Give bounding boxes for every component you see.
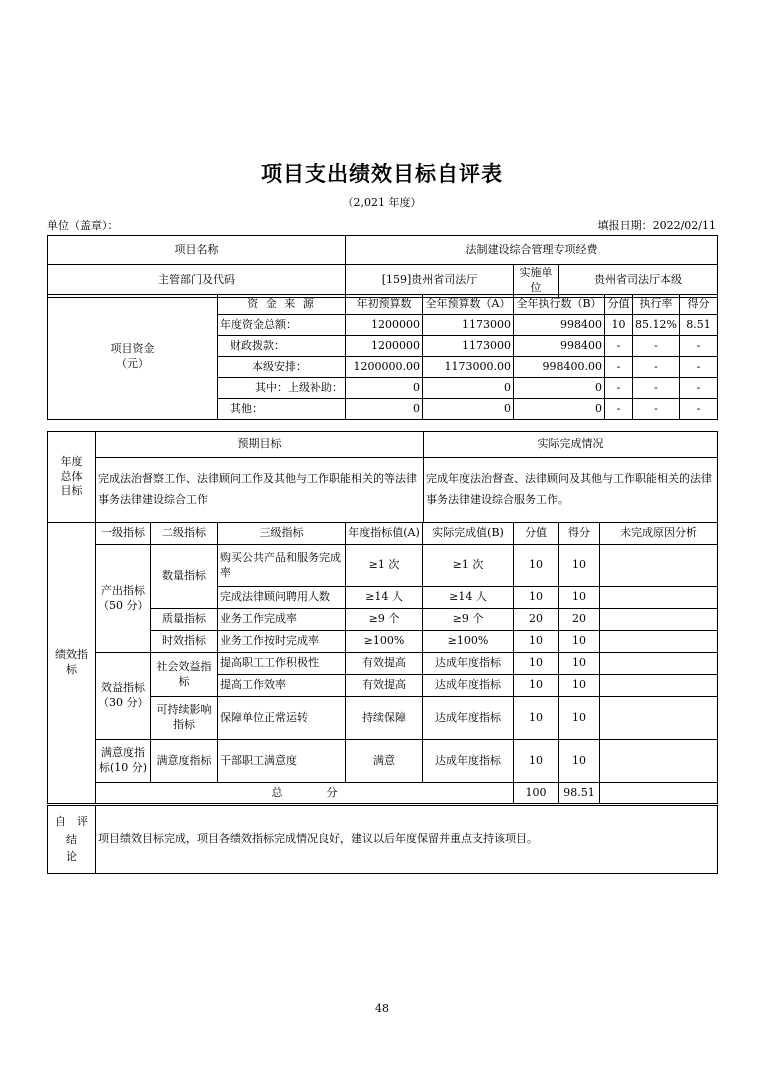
dept-label: 主管部门及代码	[48, 265, 346, 298]
expected-goal-label: 预期目标	[96, 432, 424, 458]
conclusion-table	[47, 805, 718, 874]
funds-header-score: 分值	[605, 295, 633, 315]
total-row	[48, 783, 718, 804]
project-name: 法制建设综合管理专项经费	[346, 236, 718, 265]
funds-header-executed: 全年执行数（B）	[514, 295, 605, 315]
funds-row-total: 年度资金总额： 1200000 1173000 998400 10 85.12% 8.51	[48, 315, 718, 336]
total-label: 总 分	[96, 783, 514, 804]
funds-row-fiscal: 财政拨款： 1200000 1173000 998400 - - -	[48, 336, 718, 357]
perf-header-target: 年度指标值(A)	[346, 523, 423, 545]
perf-row: 产出指标（50 分） 数量指标 购买公共产品和服务完成率 ≥1 次 ≥1 次 10 10	[48, 545, 718, 587]
page-number: 48	[375, 1002, 389, 1015]
perf-row: 质量指标 业务工作完成率 ≥9 个 ≥9 个 20 20	[48, 609, 718, 631]
output-indicator-label: 产出指标（50 分）	[96, 545, 151, 653]
funds-header-source: 资 金 来 源	[218, 295, 346, 315]
perf-table	[47, 522, 718, 804]
fill-date: 填报日期：2022/02/11	[597, 219, 716, 232]
funds-label: 项目资金 （元）	[48, 295, 218, 420]
perf-header-reason: 未完成原因分析	[600, 523, 718, 545]
perf-header-got: 得分	[559, 523, 600, 545]
funds-header-initial: 年初预算数	[346, 295, 423, 315]
funds-header-rate: 执行率	[633, 295, 680, 315]
unit-label: 单位（盖章）：	[47, 219, 119, 232]
perf-row: 满意度指标(10 分) 满意度指标 干部职工满意度 满意 达成年度指标 10 10	[48, 740, 718, 783]
funds-row-other: 其他： 0 0 0 - - -	[48, 399, 718, 420]
subtitle-year: （2,021 年度）	[342, 196, 422, 209]
perf-header-l3: 三级指标	[218, 523, 346, 545]
perf-row: 完成法律顾问聘用人数 ≥14 人 ≥14 人 10 10	[48, 587, 718, 609]
total-score: 100	[514, 783, 559, 804]
goals-table	[47, 431, 718, 523]
goals-label: 年度 总体 目标	[48, 432, 96, 523]
total-got: 98.51	[559, 783, 600, 804]
perf-row: 提高工作效率 有效提高 达成年度指标 10 10	[48, 675, 718, 697]
actual-goal: 完成年度法治督查、法律顾问及其他与工作职能相关的法律事务法律建设综合服务工作。	[424, 458, 718, 523]
funds-row-upper: 其中：上级补助： 0 0 0 - - -	[48, 378, 718, 399]
impl-label: 实施单位	[514, 265, 559, 298]
funds-row-local: 本级安排： 1200000.00 1173000.00 998400.00 - - -	[48, 357, 718, 378]
conclusion-label: 自 评 结 论	[48, 806, 96, 874]
project-name-label: 项目名称	[48, 236, 346, 265]
page-title: 项目支出绩效目标自评表	[261, 161, 503, 186]
actual-goal-label: 实际完成情况	[424, 432, 718, 458]
perf-row: 时效指标 业务工作按时完成率 ≥100% ≥100% 10 10	[48, 631, 718, 653]
perf-header-l1: 一级指标	[96, 523, 151, 545]
satisfaction-indicator-label: 满意度指标(10 分)	[96, 740, 151, 783]
perf-row: 效益指标（30 分） 社会效益指标 提高职工工作积极性 有效提高 达成年度指标 10 10	[48, 653, 718, 675]
conclusion-text: 项目绩效目标完成，项目各绩效指标完成情况良好，建议以后年度保留并重点支持该项目。	[96, 806, 718, 874]
impl-value: 贵州省司法厅本级	[559, 265, 718, 298]
funds-header-annual: 全年预算数（A）	[423, 295, 514, 315]
perf-header-score: 分值	[514, 523, 559, 545]
perf-label: 绩效指标	[48, 523, 96, 804]
perf-header-actual: 实际完成值(B)	[423, 523, 514, 545]
evaluation-table	[47, 235, 718, 298]
funds-table	[47, 294, 718, 420]
perf-header-l2: 二级指标	[151, 523, 218, 545]
expected-goal: 完成法治督察工作、法律顾问工作及其他与工作职能相关的等法律事务法律建设综合工作	[96, 458, 424, 523]
dept-value: [159]贵州省司法厅	[346, 265, 514, 298]
benefit-indicator-label: 效益指标（30 分）	[96, 653, 151, 740]
perf-row: 可持续影响指标 保障单位正常运转 持续保障 达成年度指标 10 10	[48, 697, 718, 740]
funds-header-got: 得分	[680, 295, 718, 315]
